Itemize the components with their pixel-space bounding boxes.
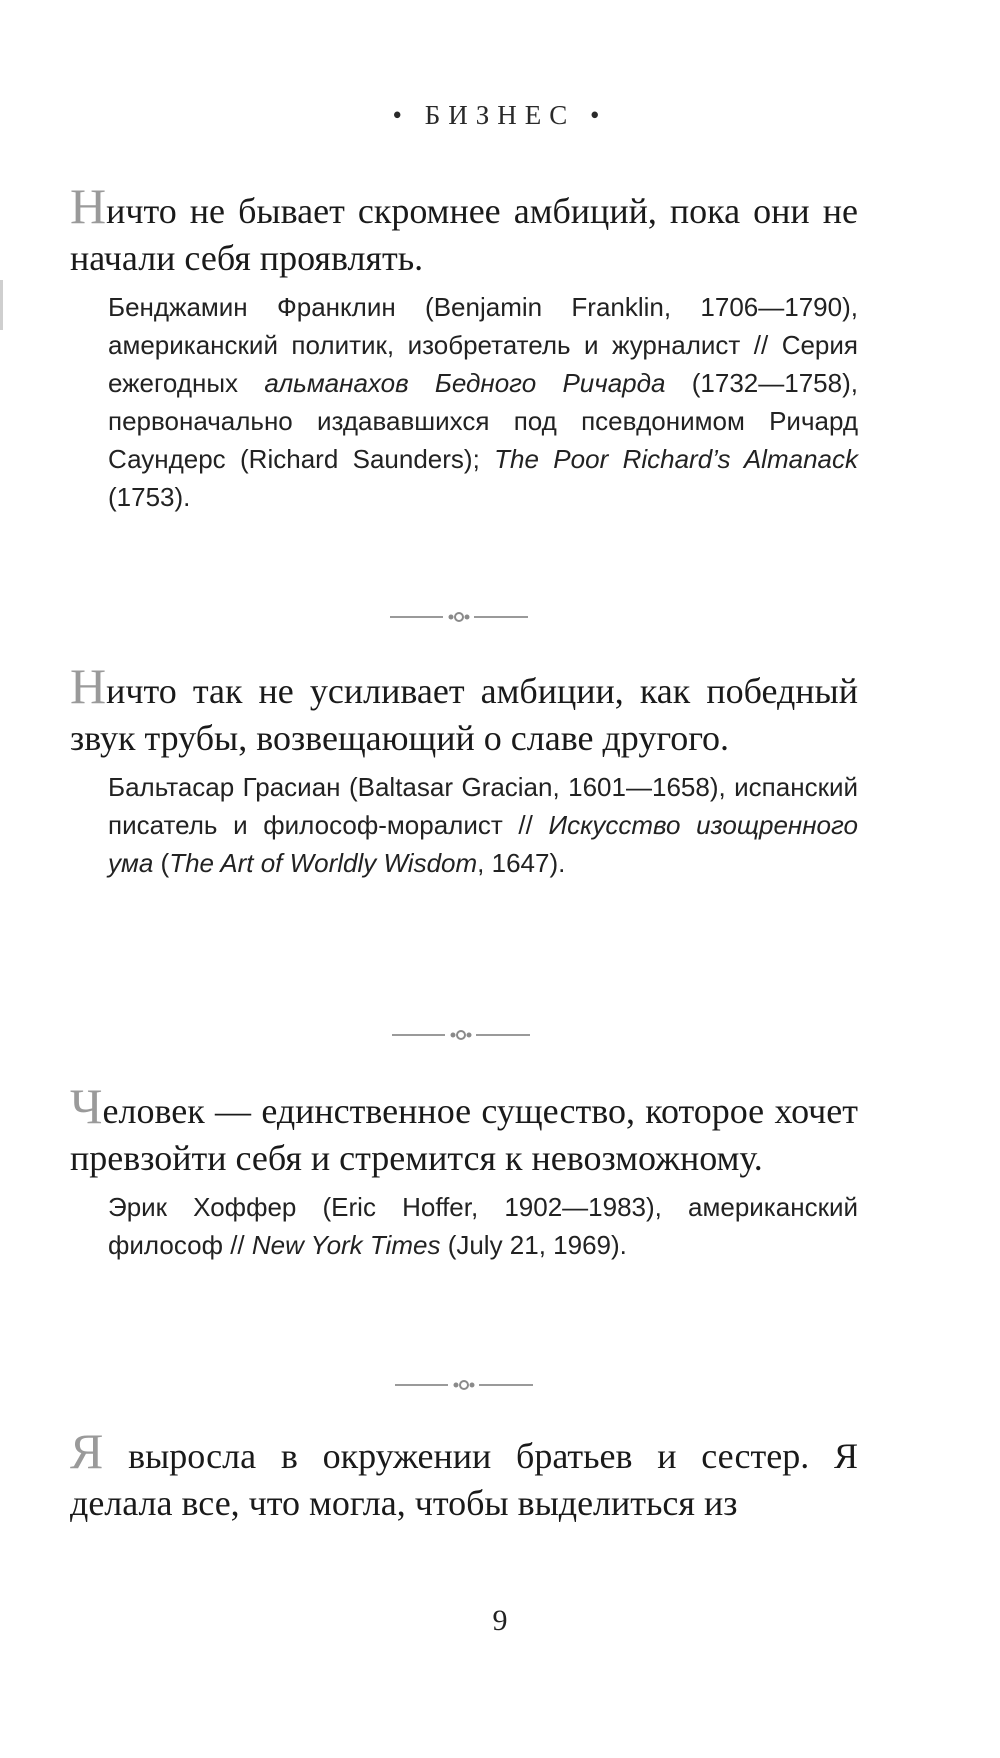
running-head: • БИЗНЕС • — [392, 100, 608, 130]
quote-text — [70, 1078, 858, 1182]
quote-entry — [70, 1078, 858, 1264]
drop-cap: Я — [70, 1423, 104, 1479]
source-segment: ( — [153, 848, 170, 878]
ornament-divider — [0, 607, 1000, 627]
ornament-divider — [0, 1025, 1000, 1045]
drop-cap: Н — [70, 658, 107, 714]
page-number: 9 — [492, 1604, 508, 1637]
source-segment-italic: The Poor Richard’s Almanack — [494, 444, 858, 474]
quote-text — [70, 178, 858, 282]
quote-text — [70, 1423, 858, 1527]
quote-body: еловек — единственное существо, которое хочет превзойти себя и стремится к невозможному. — [70, 1091, 858, 1178]
source-segment-italic: Искусство изощренного ума — [108, 810, 858, 878]
quote-source — [108, 768, 858, 882]
drop-cap: Ч — [70, 1078, 103, 1134]
source-segment: (1753). — [108, 482, 191, 512]
source-segment-italic: New York Times — [251, 1230, 441, 1260]
ornament-divider — [0, 1375, 1000, 1395]
source-segment: Эрик Хоффер (Eric Hoffer, 1902—1983), американский философ // — [108, 1192, 858, 1260]
quote-source — [108, 1188, 858, 1264]
page-edge-mark — [0, 280, 3, 330]
quote-entry — [70, 1423, 858, 1527]
quote-body: ичто так не усиливает амбиции, как победный звук трубы, возвещающий о славе другого. — [70, 671, 858, 758]
quote-body: выросла в окружении братьев и сестер. Я делала все, что могла, чтобы выделиться из — [70, 1436, 858, 1523]
quote-entry — [70, 658, 858, 882]
source-segment: , 1647). — [477, 848, 566, 878]
drop-cap: Н — [70, 178, 107, 234]
quote-entry — [70, 178, 858, 516]
source-segment: (1732—1758), первоначально издававшихся под псевдонимом Ричард Саундерс (Richard Saunders); — [108, 368, 858, 474]
source-segment: Бенджамин Франклин (Benjamin Franklin, 1706—1790), американский политик, изобретатель и журналист // Серия ежегодных — [108, 292, 858, 398]
source-segment: Бальтасар Грасиан (Baltasar Gracian, 1601—1658), испанский писатель и философ-моралист // — [108, 772, 858, 840]
source-segment: (July 21, 1969). — [440, 1230, 627, 1260]
source-segment-italic: альманахов Бедного Ричарда — [264, 368, 666, 398]
quote-source — [108, 288, 858, 516]
source-segment-italic: The Art of Worldly Wisdom — [169, 848, 478, 878]
quote-body: ичто не бывает скромнее амбиций, пока они не начали себя проявлять. — [70, 191, 858, 278]
quote-text — [70, 658, 858, 762]
